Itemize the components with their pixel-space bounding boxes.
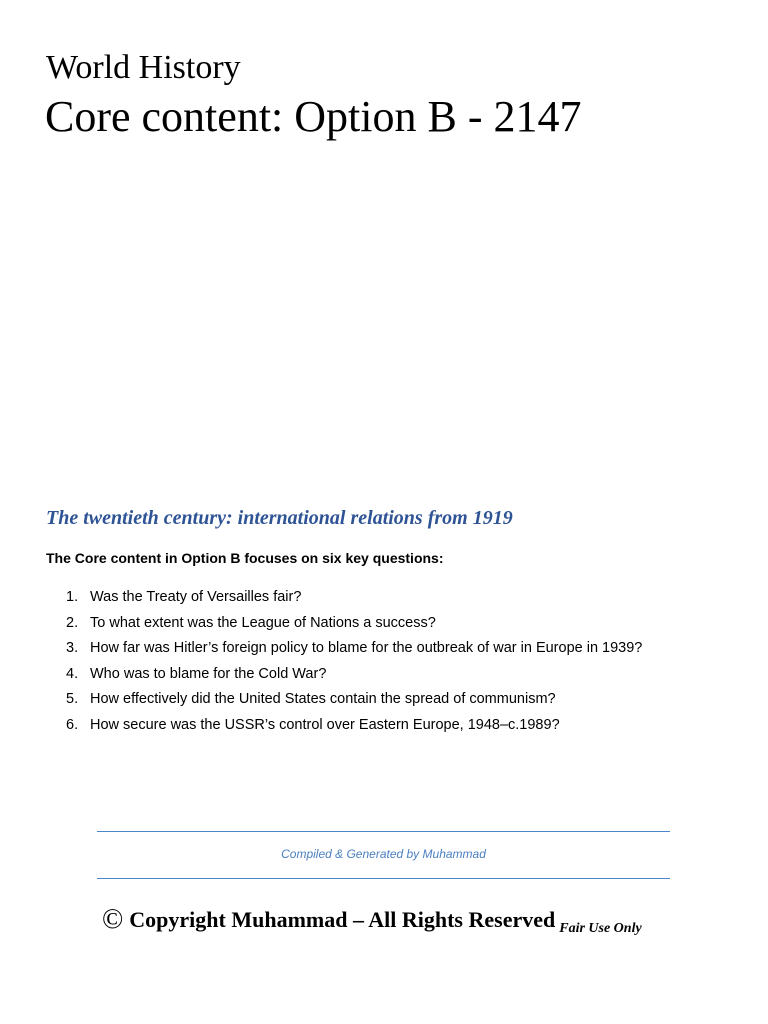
compiled-by-note: Compiled & Generated by Muhammad — [281, 847, 486, 861]
key-questions-list — [66, 585, 642, 738]
list-item-text: How effectively did the United States contain the spread of communism? — [90, 691, 556, 707]
list-item — [66, 662, 642, 688]
section-intro: The Core content in Option B focuses on six key questions: — [46, 550, 444, 566]
list-item-number: 5. — [66, 691, 79, 707]
list-item-number: 4. — [66, 665, 79, 682]
list-item-text: How secure was the USSR’s control over Eastern Europe, 1948–c.1989? — [90, 716, 560, 733]
document-title-main: Core content: Option B - 2147 — [45, 92, 582, 141]
document-title-small: World History — [46, 49, 241, 86]
copyright-text: Copyright Muhammad – All Rights Reserved — [129, 907, 556, 932]
list-item — [66, 713, 642, 739]
list-item-text: To what extent was the League of Nations a success? — [90, 614, 436, 631]
list-item — [66, 687, 642, 713]
section-subtitle: The twentieth century: international relations from 1919 — [46, 507, 513, 529]
list-item — [66, 611, 642, 637]
list-item-number: 6. — [66, 716, 79, 733]
footer-divider-top — [97, 831, 670, 832]
list-item-number: 3. — [66, 640, 79, 656]
footer-divider-bottom — [97, 878, 670, 879]
list-item-number: 1. — [66, 589, 79, 605]
list-item — [66, 636, 642, 662]
list-item — [66, 585, 642, 611]
copyright-notice — [102, 904, 642, 945]
list-item-text: Was the Treaty of Versailles fair? — [90, 589, 302, 605]
fair-use-note: Fair Use Only — [559, 921, 642, 936]
list-item-text: Who was to blame for the Cold War? — [90, 665, 327, 682]
copyright-icon: © — [102, 904, 124, 935]
list-item-number: 2. — [66, 614, 79, 631]
list-item-text: How far was Hitler’s foreign policy to blame for the outbreak of war in Europe in 1939? — [90, 640, 643, 656]
